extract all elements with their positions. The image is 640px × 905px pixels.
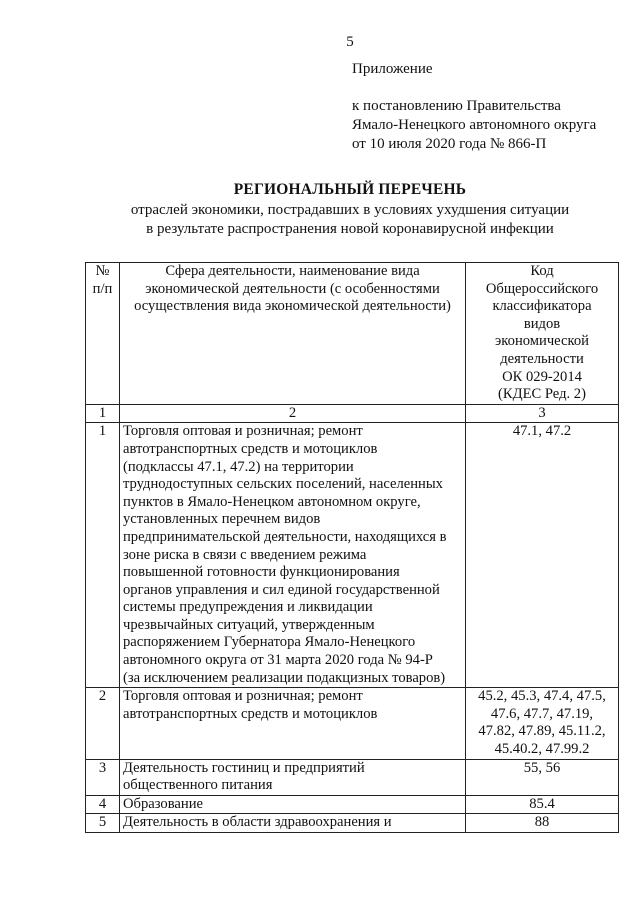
code-line: 45.40.2, 47.99.2 [494, 741, 590, 758]
header-code-line: Общероссийского [485, 280, 599, 297]
header-code-line: ОК 029-2014 [502, 368, 582, 385]
table-row [86, 688, 619, 759]
page-number: 5 [346, 34, 354, 50]
table-row [86, 814, 619, 833]
column-number-row [86, 404, 619, 423]
description-line: Деятельность гостиниц и предприятий [123, 759, 365, 776]
regional-list-table [85, 262, 619, 833]
description-line: установленных перечнем видов [123, 511, 321, 528]
code-line: 85.4 [529, 795, 555, 812]
row-number: 3 [86, 759, 120, 795]
description-line: органов управления и сил единой государственной [123, 581, 440, 598]
appendix-title: Приложение [352, 61, 433, 77]
column-number: 3 [466, 404, 619, 423]
appendix-block [352, 60, 596, 154]
appendix-line: от 10 июля 2020 года № 866-П [352, 136, 547, 152]
row-number: 4 [86, 795, 120, 814]
description-line: предпринимательской деятельности, находящихся в [123, 528, 447, 545]
header-code [466, 263, 619, 405]
row-number: 1 [86, 423, 120, 688]
header-code-line: Код [530, 263, 554, 279]
description-line: (за исключением реализации подакцизных товаров) [123, 669, 446, 686]
table-row [86, 423, 619, 688]
header-row [86, 263, 619, 405]
code-line: 47.1, 47.2 [512, 423, 572, 440]
header-desc-line: осуществления вида экономической деятельности) [134, 298, 451, 315]
header-num-line: № [95, 263, 110, 279]
table-row [86, 759, 619, 795]
row-number: 5 [86, 814, 120, 833]
header-code-line: деятельности [500, 350, 584, 367]
subtitle-line: в результате распространения новой коронавирусной инфекции [146, 221, 554, 237]
header-desc-line: экономической деятельности (с особенностями [145, 280, 440, 297]
appendix-line: Ямало-Ненецкого автономного округа [352, 117, 597, 133]
description-line: Деятельность в области здравоохранения и [123, 814, 392, 831]
column-number: 1 [86, 404, 120, 423]
description-line: Торговля оптовая и розничная; ремонт [123, 423, 363, 440]
header-code-line: видов [523, 315, 561, 332]
header-desc-line: Сфера деятельности, наименование вида [165, 263, 420, 279]
description-line: Торговля оптовая и розничная; ремонт [123, 688, 363, 705]
description-line: зоне риска в связи с введением режима [123, 546, 367, 563]
row-code [466, 688, 619, 759]
table-row [86, 795, 619, 814]
description-line: общественного питания [123, 777, 273, 794]
description-line: (подклассы 47.1, 47.2) на территории [123, 458, 354, 475]
description-line: повышенной готовности функционирования [123, 564, 400, 581]
subtitle-line: отраслей экономики, пострадавших в условиях ухудшения ситуации [130, 202, 570, 218]
code-line: 45.2, 45.3, 47.4, 47.5, [478, 688, 606, 705]
code-line: 47.6, 47.7, 47.19, [490, 705, 594, 722]
description-line: автотранспортных средств и мотоциклов [123, 440, 378, 457]
header-code-line: классификатора [492, 298, 592, 315]
row-description [120, 814, 466, 833]
header-code-line: (КДЕС Ред. 2) [498, 386, 586, 403]
table-header [86, 263, 619, 405]
row-code [466, 795, 619, 814]
description-line: автономного округа от 31 марта 2020 года № 94-Р [123, 652, 433, 669]
row-code [466, 814, 619, 833]
row-description [120, 423, 466, 688]
document-title: РЕГИОНАЛЬНЫЙ ПЕРЕЧЕНЬ [233, 181, 467, 198]
row-description [120, 759, 466, 795]
header-code-line: экономической [495, 333, 589, 350]
column-number: 2 [120, 404, 466, 423]
description-line: Образование [123, 795, 203, 812]
row-number: 2 [86, 688, 120, 759]
description-line: распоряжением Губернатора Ямало-Ненецкого [123, 634, 416, 651]
code-line: 88 [534, 814, 550, 831]
document-subtitle [0, 201, 640, 239]
header-num [86, 263, 120, 405]
code-line: 47.82, 47.89, 45.11.2, [478, 723, 606, 740]
header-description [120, 263, 466, 405]
appendix-line: к постановлению Правительства [352, 98, 561, 114]
row-code [466, 759, 619, 795]
description-line: труднодоступных сельских поселений, населенных [123, 476, 443, 493]
description-line: чрезвычайных ситуаций, утвержденным [123, 616, 375, 633]
description-line: системы предупреждения и ликвидации [123, 599, 373, 616]
table-body [86, 404, 619, 832]
description-line: пунктов в Ямало-Ненецком автономном округе, [123, 493, 421, 510]
code-line: 55, 56 [523, 759, 561, 776]
row-code [466, 423, 619, 688]
row-description [120, 688, 466, 759]
header-num-line: п/п [92, 280, 113, 297]
description-line: автотранспортных средств и мотоциклов [123, 705, 378, 722]
row-description [120, 795, 466, 814]
